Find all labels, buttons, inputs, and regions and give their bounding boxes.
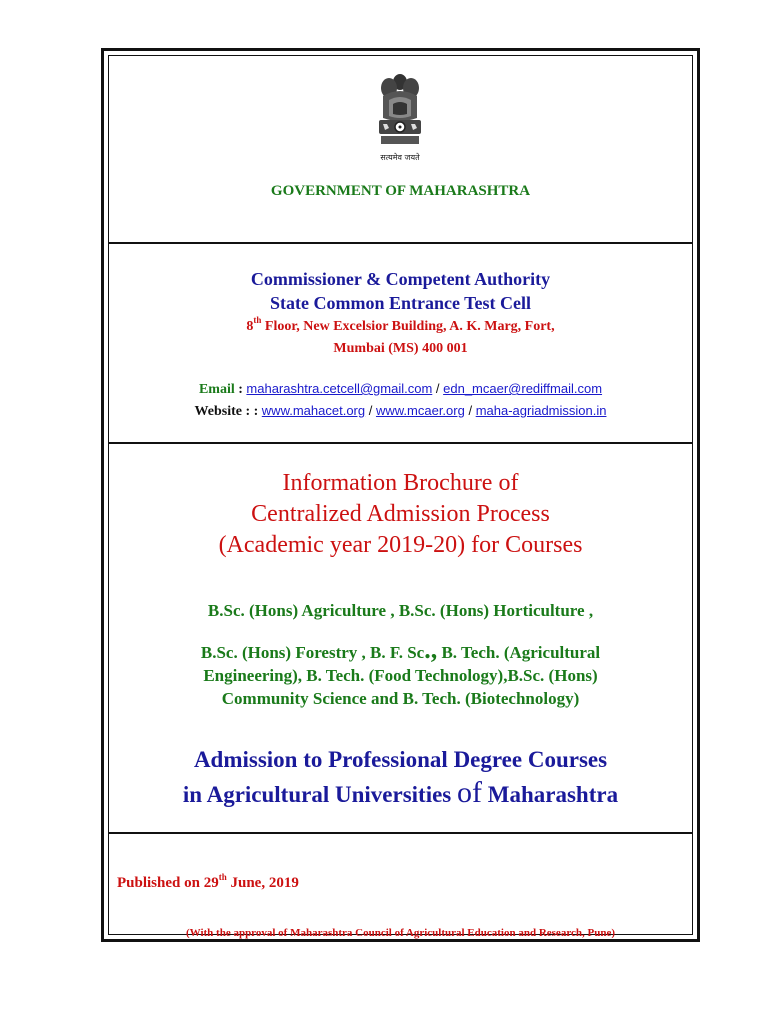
address-floor-sup: th — [253, 315, 262, 326]
authority-section — [109, 244, 692, 444]
address-floor-number: 8 — [246, 319, 254, 334]
page-border-inner — [108, 55, 693, 939]
website-line — [109, 403, 692, 420]
brochure-title — [109, 468, 692, 561]
website-link-agriadmission[interactable]: maha-agriadmission.in — [475, 403, 607, 418]
email-slash: / — [432, 381, 444, 396]
admission-line-2 — [109, 777, 692, 811]
page-border-outer — [101, 48, 700, 942]
courses-line-3: Engineering), B. Tech. (Food Technology),B.Sc. (Hons) — [203, 666, 598, 685]
published-date — [117, 872, 299, 892]
published-prefix: Published on 29 — [117, 875, 219, 891]
ashoka-emblem-icon — [371, 66, 429, 170]
address-line-1 — [109, 315, 692, 335]
approval-note: (With the approval of Maharashtra Council of Agricultural Education and Research, Pune) — [185, 927, 616, 939]
brochure-section — [109, 444, 692, 834]
courses-line-1: B.Sc. (Hons) Agriculture , B.Sc. (Hons) Horticulture , — [207, 601, 594, 620]
published-suffix: June, 2019 — [226, 875, 299, 891]
website-label: Website : : — [194, 404, 262, 419]
email-link-cetcell[interactable]: maharashtra.cetcell@gmail.com — [246, 381, 433, 396]
authority-cell: State Common Entrance Test Cell — [270, 293, 531, 313]
brochure-title-line-2: Centralized Admission Process — [251, 501, 550, 527]
email-separator: : — [234, 382, 247, 397]
courses-line-2-a: B.Sc. (Hons) Forestry , B. F. Sc — [200, 643, 425, 662]
admission-line-2-of: of — [457, 776, 482, 809]
footer-section — [109, 834, 692, 939]
admission-line-1: Admission to Professional Degree Courses — [193, 747, 608, 772]
courses-line-4: Community Science and B. Tech. (Biotechnology) — [221, 689, 580, 708]
brochure-title-line-3: (Academic year 2019-20) for Courses — [218, 532, 583, 558]
website-link-mahacet[interactable]: www.mahacet.org — [261, 403, 366, 418]
address-line-1-text: Floor, New Excelsior Building, A. K. Marg, Fort, — [261, 319, 555, 334]
admission-line-2-a: in Agricultural Universities — [182, 782, 457, 807]
government-heading: GOVERNMENT OF MAHARASHTRA — [270, 183, 531, 199]
published-sup: th — [218, 872, 227, 882]
email-label: Email — [198, 382, 235, 397]
courses-line-2-dot: ., — [424, 635, 438, 664]
website-slash-1: / — [365, 403, 376, 418]
brochure-title-line-1: Information Brochure of — [282, 470, 519, 496]
address-line-2: Mumbai (MS) 400 001 — [333, 341, 468, 356]
website-slash-2: / — [464, 403, 476, 418]
email-line — [109, 381, 692, 398]
email-link-mcaer[interactable]: edn_mcaer@rediffmail.com — [443, 381, 603, 396]
admission-line-2-b: Maharashtra — [482, 782, 619, 807]
authority-title: Commissioner & Competent Authority — [250, 269, 551, 289]
header-section — [109, 56, 692, 244]
courses-line-2-b: B. Tech. (Agricultural — [437, 643, 601, 662]
motto-text: सत्यमेव जयते — [380, 153, 420, 162]
website-link-mcaer[interactable]: www.mcaer.org — [375, 403, 465, 418]
